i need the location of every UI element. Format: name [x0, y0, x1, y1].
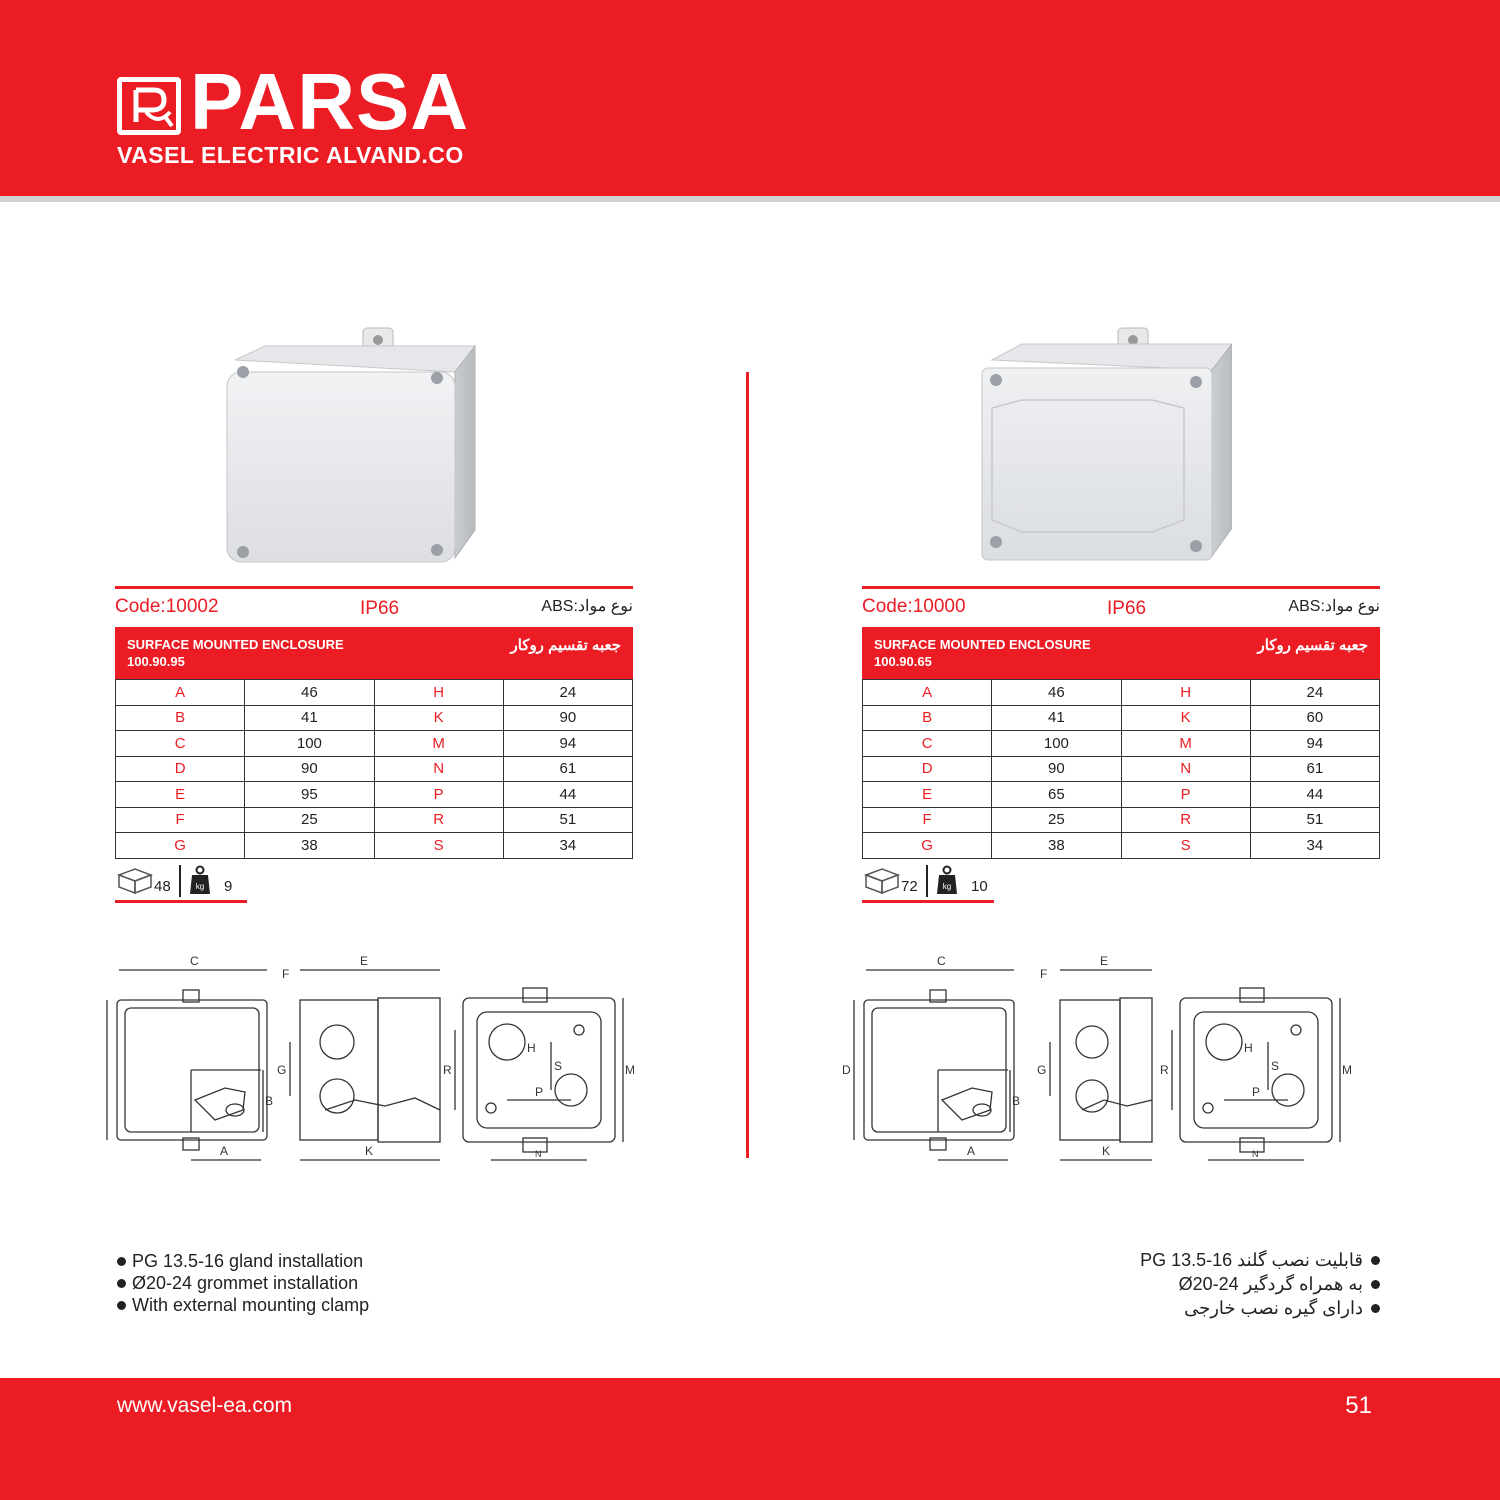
table-row [863, 680, 1380, 706]
dim-g-label: G [277, 1063, 287, 1077]
dim-label: H [1121, 680, 1250, 706]
pack-rule [115, 900, 247, 903]
table-row [863, 731, 1380, 757]
dim-value: 94 [1250, 731, 1379, 757]
dim-label: P [374, 782, 503, 808]
feature-item [117, 1294, 369, 1316]
features-persian [1140, 1248, 1380, 1320]
dim-e-label: E [1100, 954, 1109, 968]
feature-item [1140, 1272, 1380, 1296]
table-row [116, 833, 633, 859]
dim-label: E [863, 782, 992, 808]
material-type: نوع مواد:ABS [541, 598, 633, 615]
dim-label: K [1121, 705, 1250, 731]
dim-label: G [863, 833, 992, 859]
dim-label: D [863, 756, 992, 782]
table-row [116, 680, 633, 706]
packing-info [115, 863, 247, 903]
front-view-drawing [842, 954, 1020, 1160]
pack-quantity: 72 [901, 878, 918, 895]
dim-value: 90 [245, 756, 374, 782]
dim-value: 95 [245, 782, 374, 808]
dim-label: E [116, 782, 245, 808]
dim-value: 65 [992, 782, 1121, 808]
dim-label: A [116, 680, 245, 706]
ip-rating: IP66 [1107, 598, 1147, 619]
product-column-10000 [842, 320, 1382, 1180]
pack-weight: 9 [224, 878, 233, 895]
dim-label: M [1121, 731, 1250, 757]
spec-title-fa: جعبه تقسیم روکار [510, 637, 621, 654]
dim-value: 61 [503, 756, 632, 782]
dim-s-label: S [554, 1059, 563, 1073]
feature-text: With external mounting clamp [132, 1295, 370, 1315]
dim-label: C [116, 731, 245, 757]
feature-text: قابلیت نصب گلند PG 13.5-16 [1140, 1250, 1363, 1270]
column-divider [746, 372, 749, 1158]
dim-value: 34 [1250, 833, 1379, 859]
weight-icon [189, 865, 211, 895]
dim-label: M [374, 731, 503, 757]
features-english [117, 1250, 369, 1316]
material-type: نوع مواد:ABS [1288, 598, 1380, 615]
dim-value: 24 [503, 680, 632, 706]
bullet-icon [117, 1301, 126, 1310]
weight-icon [936, 865, 958, 895]
dim-a-label: A [967, 1144, 976, 1158]
spec-size: 100.90.95 [127, 654, 185, 669]
dim-label: F [863, 807, 992, 833]
spec-title-fa: جعبه تقسیم روکار [1257, 637, 1368, 654]
dim-label: C [863, 731, 992, 757]
dim-value: 100 [992, 731, 1121, 757]
spec-title-text: SURFACE MOUNTED ENCLOSURE [127, 637, 344, 652]
dim-value: 34 [503, 833, 632, 859]
spec-title-bar [862, 627, 1380, 679]
weight-icon-label: kg [195, 882, 205, 891]
dim-b-label: B [265, 1094, 274, 1108]
dim-value: 100 [245, 731, 374, 757]
pack-quantity: 48 [154, 878, 171, 895]
dim-label: P [1121, 782, 1250, 808]
pack-weight: 10 [971, 878, 988, 895]
enclosure-photo [205, 320, 485, 570]
table-row [863, 756, 1380, 782]
page-footer [0, 1378, 1500, 1500]
dim-c-label: C [937, 954, 946, 968]
feature-item [117, 1250, 369, 1272]
dim-a-label: A [220, 1144, 229, 1158]
dim-value: 38 [245, 833, 374, 859]
dim-label: H [374, 680, 503, 706]
dim-r-label: R [443, 1063, 452, 1077]
dim-value: 24 [1250, 680, 1379, 706]
dim-label: S [1121, 833, 1250, 859]
table-row [116, 731, 633, 757]
dim-value: 25 [245, 807, 374, 833]
dim-n-label: N [535, 1149, 542, 1159]
feature-text: به همراه گردگیر Ø20-24 [1178, 1274, 1363, 1294]
table-row [116, 756, 633, 782]
spec-title-en [874, 636, 1091, 670]
dim-label: D [116, 756, 245, 782]
dimension-table [115, 679, 633, 859]
dim-e-label: E [360, 954, 369, 968]
side-view-drawing [277, 954, 440, 1160]
feature-item [1140, 1248, 1380, 1272]
dim-s-label: S [1271, 1059, 1280, 1073]
product-column-10002 [115, 320, 635, 1180]
dim-label: A [863, 680, 992, 706]
page-header [0, 0, 1500, 202]
table-row [863, 782, 1380, 808]
table-row [116, 807, 633, 833]
table-row [116, 782, 633, 808]
parsa-logo-icon [117, 77, 181, 135]
dim-value: 41 [245, 705, 374, 731]
dim-value: 25 [992, 807, 1121, 833]
dim-p-label: P [1252, 1085, 1261, 1099]
dim-m-label: M [625, 1063, 635, 1077]
bullet-icon [1371, 1280, 1380, 1289]
packing-info [862, 863, 994, 903]
dim-label: N [1121, 756, 1250, 782]
spec-title-text: SURFACE MOUNTED ENCLOSURE [874, 637, 1091, 652]
dim-value: 41 [992, 705, 1121, 731]
technical-drawings [95, 950, 635, 1165]
spec-title-en [127, 636, 344, 670]
bullet-icon [1371, 1304, 1380, 1313]
top-view-drawing [443, 988, 635, 1160]
dim-value: 90 [992, 756, 1121, 782]
dim-f-label: F [282, 967, 290, 981]
dim-label: R [1121, 807, 1250, 833]
dim-label: N [374, 756, 503, 782]
pack-separator [179, 865, 181, 897]
dim-value: 94 [503, 731, 632, 757]
dim-value: 51 [1250, 807, 1379, 833]
dim-label: K [374, 705, 503, 731]
spec-title-bar [115, 627, 633, 679]
dim-d-label: D [842, 1063, 851, 1077]
brand-name: PARSA [190, 57, 470, 146]
dim-f-label: F [1040, 967, 1048, 981]
dim-value: 90 [503, 705, 632, 731]
feature-text: دارای گیره نصب خارجی [1184, 1298, 1363, 1318]
dim-value: 61 [1250, 756, 1379, 782]
dim-k-label: K [365, 1144, 374, 1158]
dim-value: 46 [245, 680, 374, 706]
product-code: Code:10000 [862, 596, 966, 617]
box-icon [864, 865, 900, 895]
dim-p-label: P [535, 1085, 544, 1099]
top-view-drawing [1160, 988, 1352, 1160]
bullet-icon [117, 1257, 126, 1266]
dim-n-label: N [1252, 1149, 1259, 1159]
feature-item [1140, 1296, 1380, 1320]
dim-label: R [374, 807, 503, 833]
dim-h-label: H [1244, 1041, 1253, 1055]
ip-rating: IP66 [360, 598, 400, 619]
dim-label: G [116, 833, 245, 859]
code-rule [115, 586, 633, 589]
dim-value: 44 [503, 782, 632, 808]
dim-value: 46 [992, 680, 1121, 706]
dim-label: B [863, 705, 992, 731]
table-row [863, 807, 1380, 833]
page-number: 51 [1345, 1392, 1372, 1419]
side-view-drawing [1037, 954, 1152, 1160]
enclosure-photo [952, 320, 1232, 570]
table-row [863, 705, 1380, 731]
spec-size: 100.90.65 [874, 654, 932, 669]
code-line [115, 596, 633, 622]
dim-label: S [374, 833, 503, 859]
technical-drawings [842, 950, 1382, 1165]
code-line [862, 596, 1380, 622]
dim-b-label: B [1012, 1094, 1021, 1108]
table-row [863, 833, 1380, 859]
code-rule [862, 586, 1380, 589]
feature-text: Ø20-24 grommet installation [132, 1273, 359, 1293]
dim-g-label: G [1037, 1063, 1047, 1077]
dim-h-label: H [527, 1041, 536, 1055]
dimension-table [862, 679, 1380, 859]
dim-label: F [116, 807, 245, 833]
dim-m-label: M [1342, 1063, 1352, 1077]
box-icon [117, 865, 153, 895]
feature-item [117, 1272, 369, 1294]
dim-value: 44 [1250, 782, 1379, 808]
product-code: Code:10002 [115, 596, 219, 617]
dim-label: B [116, 705, 245, 731]
dim-value: 51 [503, 807, 632, 833]
pack-rule [862, 900, 994, 903]
pack-separator [926, 865, 928, 897]
weight-icon-label: kg [942, 882, 952, 891]
bullet-icon [1371, 1256, 1380, 1265]
dim-value: 60 [1250, 705, 1379, 731]
feature-text: PG 13.5-16 gland installation [132, 1251, 364, 1271]
dim-c-label: C [190, 954, 199, 968]
dim-value: 38 [992, 833, 1121, 859]
front-view-drawing [107, 954, 273, 1160]
dim-r-label: R [1160, 1063, 1169, 1077]
website-link[interactable]: www.vasel-ea.com [117, 1394, 293, 1417]
bullet-icon [117, 1279, 126, 1288]
table-row [116, 705, 633, 731]
company-name: VASEL ELECTRIC ALVAND.CO [117, 142, 464, 168]
dim-k-label: K [1102, 1144, 1111, 1158]
